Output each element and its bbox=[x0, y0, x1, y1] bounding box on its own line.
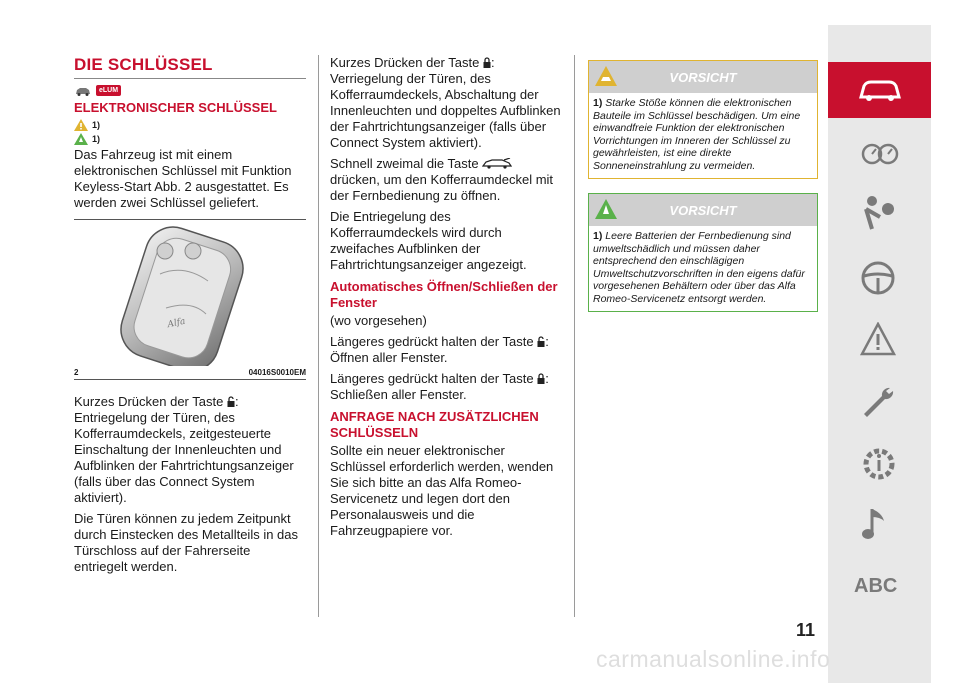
auto-p1-rest: : Öffnen aller Fenster. bbox=[330, 334, 549, 365]
svg-text:Alfa: Alfa bbox=[166, 316, 187, 331]
multimedia-music-icon[interactable] bbox=[860, 505, 892, 541]
safety-airbag-icon[interactable] bbox=[860, 195, 896, 233]
dashboard-icon[interactable] bbox=[860, 140, 900, 168]
unlock-icon bbox=[227, 396, 235, 407]
auto-windows-heading: Automatisches Öffnen/Schließen der Fenster bbox=[330, 279, 558, 310]
trunk-open-icon bbox=[482, 158, 512, 169]
caution-box-1 bbox=[588, 60, 818, 179]
key-figure bbox=[74, 219, 306, 368]
auto-windows-note: (wo vorgesehen) bbox=[330, 313, 427, 328]
col2-p2-lead: Schnell zweimal die Taste bbox=[330, 156, 479, 171]
caution-2-heading: VORSICHT bbox=[669, 203, 737, 218]
figure-code: 04016S0010EM bbox=[248, 368, 306, 377]
footnote-env-row bbox=[74, 133, 306, 145]
col2-p1-rest: : Verriegelung der Türen, des Kofferraumdeckels, Abschaltung der Innenleuchten und doppeltes Aufblinken der Fahrtrichtungsanzeiger (falls über Connect System aktiviert). bbox=[330, 55, 561, 150]
unlock-icon bbox=[537, 336, 545, 347]
steering-wheel-icon[interactable] bbox=[860, 260, 896, 296]
car-icon bbox=[858, 77, 902, 103]
auto-p1-lead: Längeres gedrückt halten der Taste bbox=[330, 334, 534, 349]
lock-icon bbox=[483, 57, 491, 68]
section-title: DIE SCHLÜSSEL bbox=[74, 55, 213, 74]
footnote-warning-row bbox=[74, 119, 306, 131]
footer-watermark: carmanualsonline.info bbox=[596, 646, 831, 672]
subsection-title: ELEKTRONISCHER SCHLÜSSEL bbox=[74, 100, 277, 115]
intro-text: Das Fahrzeug ist mit einem elektronischen Schlüssel mit Funktion Keyless-Start Abb. 2 ausgestattet. Es werden zwei Schlüssel geliefert. bbox=[74, 147, 292, 210]
request-keys-heading: ANFRAGE NACH ZUSÄTZLICHEN SCHLÜSSELN bbox=[330, 409, 539, 440]
auto-p2-rest: : Schließen aller Fenster. bbox=[330, 371, 549, 402]
column-1 bbox=[74, 55, 306, 580]
column-divider-1 bbox=[318, 55, 319, 617]
car-icon bbox=[74, 86, 92, 96]
caution-2-text: Leere Batterien der Fernbedienung sind umweltschädlich und müssen daher entsprechend den einschlägigen Umweltschutzvorschriften in den eigens dafür vorgesehenen Behältern oder über das Alfa Romeo-Servicenetz entsorgt werden. bbox=[593, 230, 805, 305]
warning-icon bbox=[74, 119, 88, 131]
column-divider-2 bbox=[574, 55, 575, 617]
caution-box-2 bbox=[588, 193, 818, 312]
col1-paragraph-1 bbox=[74, 394, 306, 506]
footnote-mark-2: 1) bbox=[92, 134, 101, 144]
lock-icon bbox=[537, 373, 545, 384]
col2-paragraph-1 bbox=[330, 55, 562, 151]
col1-p1-lead: Kurzes Drücken der Taste bbox=[74, 394, 224, 409]
caution-1-body bbox=[589, 93, 817, 178]
caution-1-heading: VORSICHT bbox=[669, 70, 737, 85]
auto-p2-lead: Längeres gedrückt halten der Taste bbox=[330, 371, 534, 386]
auto-windows-close bbox=[330, 371, 562, 403]
caution-2-header bbox=[589, 194, 817, 226]
figure-caption bbox=[74, 368, 306, 380]
wrench-icon[interactable] bbox=[860, 384, 896, 420]
auto-windows-open bbox=[330, 334, 562, 366]
elum-badge: eLUM bbox=[96, 85, 121, 96]
environment-icon bbox=[74, 133, 88, 145]
sidebar-index-abc[interactable]: ABC bbox=[854, 575, 898, 597]
electronic-key-illustration bbox=[104, 226, 274, 366]
column-3 bbox=[588, 60, 818, 322]
column-2 bbox=[330, 55, 562, 544]
caution-1-header bbox=[589, 61, 817, 93]
caution-2-mark: 1) bbox=[593, 230, 603, 242]
title-divider bbox=[74, 78, 306, 79]
caution-2-body bbox=[589, 226, 817, 311]
col1-p1-rest: : Entriegelung der Türen, des Kofferraumdeckels, zeitgesteuerte Einschaltung der Innenleuchten und Aufblinken der Fahrtrichtungsanzeiger (falls über das Connect System aktiviert). bbox=[74, 394, 294, 505]
caution-1-mark: 1) bbox=[593, 97, 603, 109]
technical-data-icon[interactable] bbox=[860, 445, 898, 483]
col2-p1-lead: Kurzes Drücken der Taste bbox=[330, 55, 480, 70]
caution-1-text: Starke Stöße können die elektronischen Bauteile im Schlüssel beschädigen. Um eine einwandfreie Funktion der elektronischen Vorrichtungen im Inneren der Schlüssel zu gewährleisten, ist eine direkte Sonneneinstrahlung zu vermeiden. bbox=[593, 97, 801, 172]
sidebar-tab-car-active[interactable] bbox=[828, 62, 931, 118]
elum-row bbox=[74, 85, 306, 96]
figure-number: 2 bbox=[74, 368, 79, 377]
col1-paragraph-2: Die Türen können zu jedem Zeitpunkt durch Einstecken des Metallteils in das Türschloss auf der Fahrerseite entriegelt werden. bbox=[74, 511, 299, 574]
page-number: 11 bbox=[796, 620, 816, 640]
footnote-mark-1: 1) bbox=[92, 120, 101, 130]
warning-triangle-icon[interactable] bbox=[860, 322, 896, 356]
col2-p2-rest: drücken, um den Kofferraumdeckel mit der Fernbedienung zu öffnen. bbox=[330, 172, 554, 203]
col2-paragraph-2 bbox=[330, 156, 562, 204]
col2-paragraph-3: Die Entriegelung des Kofferraumdeckels wird durch zweifaches Aufblinken der Fahrtrichtungsanzeiger angezeigt. bbox=[330, 209, 527, 272]
request-keys-text: Sollte ein neuer elektronischer Schlüssel erforderlich werden, wenden Sie sich bitte an das Alfa Romeo-Servicenetz und legen dort den Personalausweis und die Fahrzeugpapiere vor. bbox=[330, 443, 554, 538]
